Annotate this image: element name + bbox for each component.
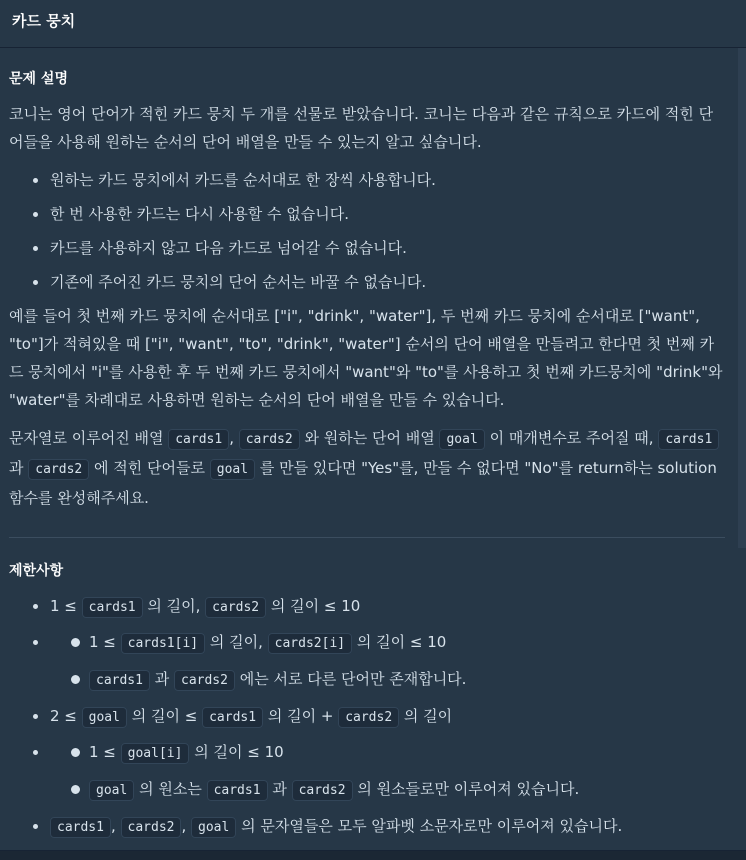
constraint-text: 의 길이 ≤ 10 <box>352 633 447 651</box>
task-text: 를 만들 있다면 "Yes"를, 만들 수 없다면 "No"를 return하는 solution 함수를 완성해주세요. <box>9 459 717 507</box>
constraints-list <box>9 592 726 842</box>
rule-item: 원하는 카드 뭉치에서 카드를 순서대로 한 장씩 사용합니다. <box>9 166 726 194</box>
code-cards1: cards1 <box>168 429 229 450</box>
constraint-text: 의 길이 ≤ 10 <box>266 597 361 615</box>
task-text: , <box>229 429 239 447</box>
task-text: 에 적힌 단어들로 <box>94 459 210 477</box>
constraint-text: 과 <box>267 780 292 798</box>
code-cards1: cards1 <box>50 817 111 838</box>
rule-item: 기존에 주어진 카드 뭉치의 단어 순서는 바꿀 수 없습니다. <box>9 268 726 296</box>
code-cards1: cards1 <box>207 780 268 801</box>
rule-item: 카드를 사용하지 않고 다음 카드로 넘어갈 수 없습니다. <box>9 234 726 262</box>
constraint-text: 에는 서로 다른 단어만 존재합니다. <box>234 670 467 688</box>
code-cards1: cards1 <box>82 597 143 618</box>
sub-constraints-list <box>9 738 726 805</box>
sub-constraint-item <box>9 665 726 695</box>
code-cards2: cards2 <box>121 817 182 838</box>
constraint-text: 의 길이, <box>205 633 268 651</box>
problem-title: 카드 뭉치 <box>12 12 76 30</box>
code-cards1: cards1 <box>658 429 719 450</box>
constraint-text: 의 길이 <box>399 707 453 725</box>
code-cards2: cards2 <box>28 459 89 480</box>
code-cards2: cards2 <box>292 780 353 801</box>
constraint-text: 의 길이, <box>142 597 206 615</box>
constraint-text: 2 ≤ <box>50 707 82 725</box>
code-cards1-i: cards1[i] <box>121 633 205 654</box>
code-goal: goal <box>439 429 484 450</box>
sub-constraint-item <box>9 775 726 805</box>
constraints-heading: 제한사항 <box>9 563 64 579</box>
task-text: 와 원하는 단어 배열 <box>304 429 440 447</box>
sub-constraints-list <box>9 628 726 695</box>
rule-item: 한 번 사용한 카드는 다시 사용할 수 없습니다. <box>9 200 726 228</box>
code-goal: goal <box>191 817 236 838</box>
section-divider <box>9 537 725 538</box>
constraint-item <box>9 592 726 622</box>
constraint-text: 의 길이 ≤ 10 <box>189 743 284 761</box>
code-goal: goal <box>210 459 255 480</box>
constraint-text: 의 길이 + <box>263 707 339 725</box>
constraint-text: 1 ≤ <box>89 743 121 761</box>
constraint-item <box>9 702 726 732</box>
code-cards1: cards1 <box>89 670 150 691</box>
bottom-divider <box>0 850 746 860</box>
intro-paragraph: 코니는 영어 단어가 적힌 카드 뭉치 두 개를 선물로 받았습니다. 코니는 다음과 같은 규칙으로 카드에 적힌 단어들을 사용해 원하는 순서의 단어 배열을 만들 수 있는지 알고 싶습니다. <box>9 105 714 151</box>
sub-constraint-item <box>9 738 726 768</box>
code-cards2-i: cards2[i] <box>268 633 352 654</box>
vertical-scrollbar[interactable] <box>738 48 746 848</box>
page-header <box>0 0 746 48</box>
task-text: 이 매개변수로 주어질 때, <box>489 429 659 447</box>
description-heading: 문제 설명 <box>9 71 68 87</box>
sub-constraint-group <box>9 628 726 695</box>
code-cards2: cards2 <box>338 707 399 728</box>
problem-content <box>0 48 738 848</box>
code-goal: goal <box>89 780 134 801</box>
constraint-text: 의 원소는 <box>134 780 207 798</box>
task-paragraph <box>9 424 726 513</box>
task-text: 과 <box>9 459 29 477</box>
constraint-text: 의 길이 ≤ <box>126 707 203 725</box>
constraint-text: 의 원소들로만 이루어져 있습니다. <box>352 780 580 798</box>
rules-list <box>9 166 726 296</box>
constraint-text: 1 ≤ <box>50 597 82 615</box>
code-goal-i: goal[i] <box>121 743 190 764</box>
sub-constraint-item <box>9 628 726 658</box>
sub-constraint-group <box>9 738 726 805</box>
code-cards2: cards2 <box>174 670 235 691</box>
constraint-item <box>9 812 726 842</box>
constraint-text: 1 ≤ <box>89 633 121 651</box>
constraint-text: , <box>110 817 121 835</box>
constraint-text: 의 문자열들은 모두 알파벳 소문자로만 이루어져 있습니다. <box>236 817 623 835</box>
code-cards2: cards2 <box>239 429 300 450</box>
task-text: 문자열로 이루어진 배열 <box>9 429 169 447</box>
example-paragraph: 예를 들어 첫 번째 카드 뭉치에 순서대로 ["i", "drink", "water"], 두 번째 카드 뭉치에 순서대로 ["want", "to"]가 적혀있을 때 ["i", "want", "to", "drink", "water"] 순서의 단어 배열을 만들려고 한다면 첫 번째 카드 뭉치에서 "i"를 사용한 후 두 번째 카드 뭉치에서 "want"와 "to"를 사용하고 첫 번째 카드뭉치에 "drink"와 "water"를 차례대로 사용하면 원하는 순서의 단어 배열을 만들 수 있습니다. <box>9 307 723 409</box>
code-cards1: cards1 <box>202 707 263 728</box>
code-goal: goal <box>82 707 127 728</box>
scrollbar-thumb[interactable] <box>738 48 746 548</box>
code-cards2: cards2 <box>205 597 266 618</box>
constraint-text: 과 <box>149 670 174 688</box>
constraint-text: , <box>181 817 192 835</box>
